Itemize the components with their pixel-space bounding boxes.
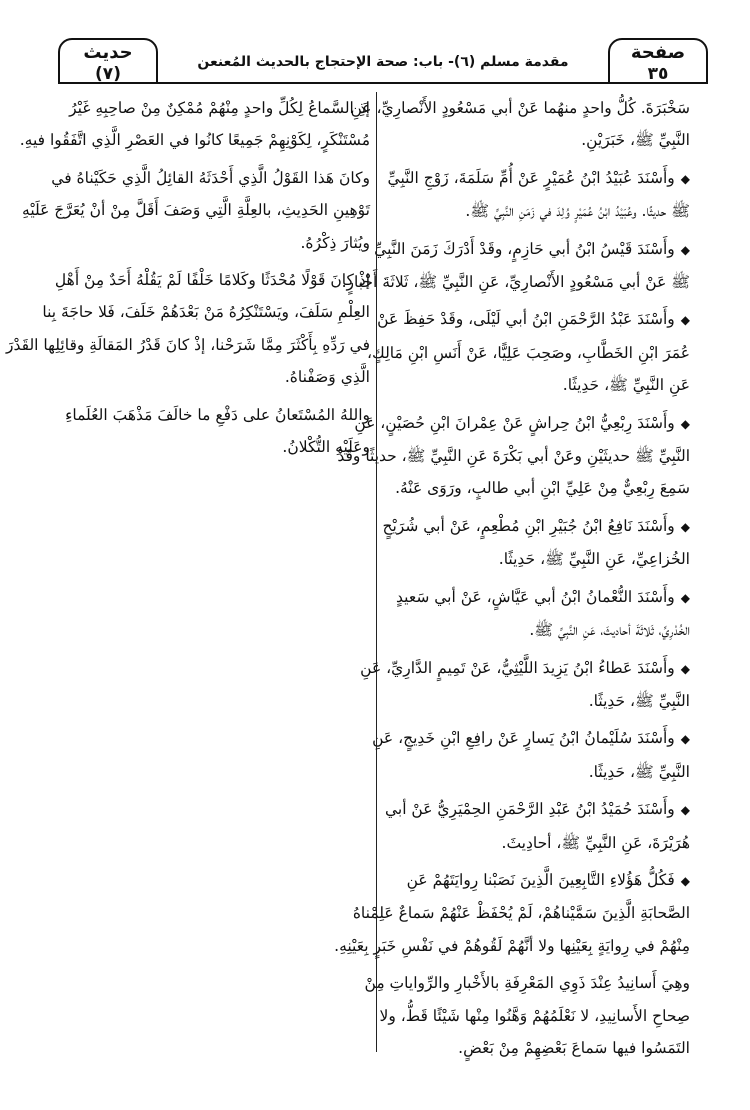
line-text: واللهُ المُسْتَعانُ على دَفْعِ ما خالَفَ مَذْهَبَ العُلَماءِ: [65, 405, 370, 424]
text-line: [358, 543, 690, 575]
header-rule: [58, 82, 708, 84]
text-line: [341, 266, 690, 298]
text-line: [358, 510, 690, 543]
line-text: ﷺ عَنْ أبي مَسْعُودٍ الأَنْصارِيِّ، عَنِ النَّبِيِّ ﷺ، ثَلاثَةَ أَخْبارٍ.: [341, 273, 690, 292]
paragraph: [358, 722, 690, 788]
text-line: [51, 162, 370, 194]
line-text: وأَسْنَدَ سُلَيْمانُ ابْنُ يَسارٍ عَنْ رافِعِ ابْنِ خَدِيجٍ، عَنِ: [372, 729, 675, 748]
line-text: وأَسْنَدَ عُبَيْدُ ابْنُ عُمَيْرٍ عَنْ أُمِّ سَلَمَةَ، زَوْجِ النَّبِيِّ: [387, 168, 675, 187]
line-text: وعَلَيْهِ التُّكْلانُ.: [282, 438, 370, 457]
text-line: [358, 793, 690, 826]
text-line: [358, 652, 690, 685]
line-text: وأَسْنَدَ عَطاءُ ابْنُ يَزِيدَ اللَّيْثِيُّ، عَنْ تَمِيمٍ الدَّارِيِّ، عَنِ: [360, 658, 675, 677]
hadith-label: حديث: [83, 42, 133, 63]
page-number-box: [608, 38, 708, 84]
hadith-number-box: [58, 38, 158, 84]
line-text: فَكُلُّ هَؤُلاءِ التَّابِعِينَ الَّذِينَ نَصَبْنا رِوايَتَهُمْ عَنِ: [406, 870, 675, 889]
line-text: وأَسْنَدَ حُمَيْدُ ابْنُ عَبْدِ الرَّحْمَنِ الحِمْيَرِيُّ عَنْ أبي: [384, 800, 675, 819]
text-line: [334, 930, 690, 962]
diamond-bullet-icon: ◆: [680, 313, 690, 328]
line-text: سَخْبَرَةَ. كُلُّ واحدٍ منهُما عَنْ أبي مَسْعُودٍ الأَنْصارِيِّ، عَنِ: [350, 99, 690, 117]
diamond-bullet-icon: ◆: [680, 732, 690, 747]
line-text: التَمَسُوا فيها سَماعَ بَعْضِهِمْ مِنْ بَعْضٍ.: [458, 1038, 690, 1057]
line-text: النَّبِيِّ ﷺ، حَدِيثًا.: [588, 762, 690, 781]
line-text: وأَسْنَدَ عَبْدُ الرَّحْمَنِ ابْنُ أبي لَيْلَى، وقَدْ حَفِظَ عَنْ: [377, 310, 675, 329]
paragraph: [358, 581, 690, 647]
line-text: في رَدِّهِ بِأَكْثَرَ مِمَّا شَرَحْنا، إذْ كانَ قَدْرُ المَقالَةِ وقائِلِها القَدْرَ: [6, 335, 370, 354]
text-line: [42, 296, 370, 328]
line-text: ويُثارَ ذِكْرُهُ.: [300, 233, 370, 252]
text-line: [82, 227, 370, 259]
paragraph: [358, 967, 690, 1064]
line-text: عَنِ النَّبِيِّ ﷺ، حَدِيثًا.: [562, 376, 690, 395]
paragraph: [22, 162, 370, 259]
text-line: [358, 614, 690, 646]
diamond-bullet-icon: ◆: [680, 171, 690, 186]
diamond-bullet-icon: ◆: [680, 242, 690, 257]
line-text: النَّبِيِّ ﷺ حديثَيْنِ وعَنْ أبي بَكْرَةَ عَنِ النَّبِيِّ ﷺ، حديثًا وقَدْ: [337, 447, 690, 466]
line-text: مُسْتَنْكَرٍ، لِكَوْنِهِمْ جَمِيعًا كانُوا في العَصْرِ الَّذِي اتَّفَقُوا فيهِ.: [19, 131, 370, 150]
line-text: تَوْهِينِ الحَدِيثِ، بالعِلَّةِ الَّتِي وَصَفَ أَقَلَّ مِنْ أنْ يُعَرَّجَ عَلَيْهِ: [22, 201, 370, 220]
text-line: [54, 264, 370, 296]
hadith-number: (٧): [95, 64, 121, 84]
line-text: الخُدْرِيِّ، ثَلاثَةَ أحاديثَ، عَنِ النَّبِيِّ ﷺ.: [529, 621, 690, 640]
text-line: [19, 124, 370, 156]
text-line: [354, 407, 690, 440]
page-label: صفحة: [630, 42, 686, 63]
text-line: [6, 329, 370, 361]
line-text: وأَسْنَدَ رِبْعِيُّ ابْنُ حِراشٍ عَنْ عِمْرانَ ابْنِ حُصَيْنٍ، عَنِ: [354, 413, 675, 432]
line-text: صِحاحِ الأَسانِيدِ، لا نَعْلَمُهُمْ وَهَّنُوا مِنْها شَيْئًا قَطُّ، ولا: [379, 1006, 690, 1025]
diamond-bullet-icon: ◆: [680, 661, 690, 676]
line-text: وكانَ هَذا القَوْلُ الَّذِي أَحْدَثَهُ القائِلُ الَّذِي حَكَيْناهُ في: [51, 168, 370, 187]
paragraph: [358, 793, 690, 859]
text-line: [358, 722, 690, 755]
page-header: [58, 38, 708, 86]
text-line: [358, 685, 690, 717]
text-line: [82, 361, 370, 393]
text-line: [358, 233, 690, 266]
text-line: [82, 431, 370, 463]
line-text: الَّذِي وَصَفْناهُ.: [284, 368, 370, 387]
diamond-bullet-icon: ◆: [680, 519, 690, 534]
line-text: إذْ كانَ قَوْلًا مُحْدَثًا وكَلامًا خَلْفًا لَمْ يَقُلْهُ أَحَدٌ مِنْ أَهْلِ: [54, 271, 370, 290]
diamond-bullet-icon: ◆: [680, 416, 690, 431]
line-text: وهِيَ أَسانِيدُ عِنْدَ ذَوِي المَعْرِفَةِ بالأَخْبارِ والرِّواياتِ مِنْ: [364, 974, 690, 993]
line-text: عُمَرَ ابْنِ الخَطَّابِ، وصَحِبَ عَلِيًّا، عَنْ أَنَسِ ابْنِ مَالِكٍ،: [367, 343, 690, 362]
line-text: ﷺ حديثًا. وعُبَيْدُ ابْنُ عُمَيْرٍ وُلِدَ في زَمَنِ النَّبِيِّ ﷺ.: [465, 202, 690, 221]
line-text: سَمِعَ رِبْعِيٌّ مِنْ عَلِيِّ ابْنِ أبي طالبٍ، ورَوَى عَنْهُ.: [395, 479, 690, 498]
paragraph: [350, 92, 690, 157]
line-text: وأَسْنَدَ نَافِعُ ابْنُ جُبَيْرِ ابْنِ مُطْعِمٍ، عَنْ أبي شُرَيْحٍ: [382, 516, 675, 535]
line-text: مِنْهُمْ في رِوايَةٍ بِعَيْنِها ولا أنَّهُمْ لَقُوهُمْ في نَفْسِ خَبَرٍ بِعَيْنِهِ.: [334, 936, 690, 955]
text-line: [22, 194, 370, 226]
text-line: [358, 864, 690, 897]
text-line: [358, 369, 690, 401]
line-text: وأَسْنَدَ النُّعْمانُ ابْنُ أبي عَيَّاشٍ، عَنْ أبي سَعيدٍ: [396, 587, 675, 606]
paragraph: [358, 162, 690, 228]
text-line: [65, 399, 370, 431]
text-line: [358, 195, 690, 227]
line-text: النَّبِيِّ ﷺ، حَدِيثًا.: [588, 691, 690, 710]
text-line: [358, 581, 690, 614]
paragraph: [19, 92, 370, 157]
text-line: [358, 967, 690, 999]
text-line: [358, 756, 690, 788]
paragraph: [334, 864, 690, 962]
paragraph: [358, 510, 690, 576]
line-text: النَّبِيِّ ﷺ، خَبَرَيْنِ.: [581, 131, 690, 150]
paragraph: [337, 407, 690, 505]
left-text-column: [6, 92, 370, 468]
page-number: ٣٥: [647, 64, 669, 84]
paragraph: [341, 233, 690, 299]
paragraph: [65, 399, 370, 464]
line-text: العِلْمِ سَلَفَ، ويَسْتَنْكِرُهُ مَنْ بَعْدَهُمْ خَلَفَ، فَلا حاجَةَ بِنا: [42, 303, 370, 322]
line-text: إذِ السَّماعُ لِكُلِّ واحدٍ مِنْهُمْ مُمْكِنٌ مِنْ صاحِبِهِ غَيْرُ: [69, 99, 370, 117]
text-line: [69, 92, 370, 124]
text-line: [358, 1032, 690, 1064]
diamond-bullet-icon: ◆: [680, 803, 690, 818]
text-line: [337, 440, 690, 472]
text-line: [358, 337, 690, 369]
text-line: [358, 472, 690, 504]
line-text: الخُزاعِيِّ، عَنِ النَّبِيِّ ﷺ، حَدِيثًا.: [498, 550, 690, 569]
text-line: [358, 827, 690, 859]
paragraph: [6, 264, 370, 394]
text-line: [358, 303, 690, 336]
diamond-bullet-icon: ◆: [680, 873, 690, 888]
chapter-title: مقدمة مسلم (٦)- باب: صحة الإحتجاج بالحديث المُعنعن: [197, 54, 569, 70]
paragraph: [358, 303, 690, 401]
column-divider: [376, 92, 377, 1052]
text-line: [350, 92, 690, 124]
line-text: الصَّحابَةِ الَّذِينَ سَمَّيْناهُمْ، لَمْ يُحْفَظْ عَنْهُمْ سَماعٌ عَلِمْناهُ: [352, 904, 690, 923]
line-text: وأَسْنَدَ قَيْسُ ابْنُ أبي حَازِمٍ، وقَدْ أَدْرَكَ زَمَنَ النَّبِيِّ: [374, 239, 675, 258]
text-line: [358, 124, 690, 156]
line-text: هُرَيْرَةَ، عَنِ النَّبِيِّ ﷺ، أحادِيثَ.: [501, 833, 690, 852]
paragraph: [358, 652, 690, 718]
text-line: [358, 1000, 690, 1032]
text-line: [352, 897, 690, 929]
diamond-bullet-icon: ◆: [680, 590, 690, 605]
text-line: [358, 162, 690, 195]
